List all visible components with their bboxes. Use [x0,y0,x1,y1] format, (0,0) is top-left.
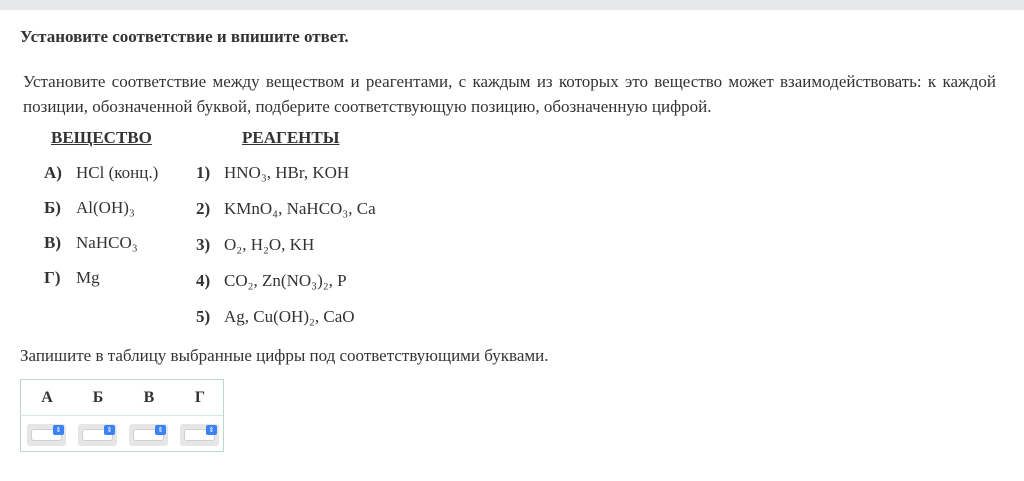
task-title: Установите соответствие и впишите ответ. [20,27,349,46]
reagent-item-3 [196,235,314,255]
top-bar [0,0,1024,10]
substance-label: Б) [44,198,61,217]
reagents-column-header: РЕАГЕНТЫ [242,128,340,147]
reagent-text: Ag, Cu(OH)₂, CaO [224,307,355,326]
reagent-text: O₂, H₂O, KH [224,235,315,254]
answer-select-g[interactable] [180,424,219,446]
substance-text: NaHCO₃ [76,233,138,252]
answer-select-a[interactable] [27,424,66,446]
select-arrows-icon: ⇕ [104,425,115,435]
reagent-text: HNO₃, HBr, KOH [224,163,350,182]
reagent-item-1 [196,163,349,183]
answer-select-v[interactable] [129,424,168,446]
reagent-label: 3) [196,235,211,254]
reagent-text: KMnO₄, NaHCO₃, Ca [224,199,376,218]
select-arrows-icon: ⇕ [206,425,217,435]
answer-header-b: Б [92,389,104,406]
substance-item-g [44,268,100,288]
substance-text: Al(OH)₃ [76,198,135,217]
answer-header-a: А [41,389,53,406]
substance-text: Mg [76,268,100,287]
answer-header-g: Г [194,389,206,406]
reagent-label: 5) [196,307,211,326]
table-divider [21,415,223,416]
substance-item-a [44,163,158,183]
question-text: Установите соответствие между веществом и реагентами, с каждым из которых это вещество может взаимодействовать: к каждой позиции, обозначенной буквой, подберите соответствующую позицию, обозначенную цифрой. [23,72,996,116]
reagent-item-5 [196,307,355,327]
substance-text: HCl (конц.) [76,163,159,182]
instruction-text: Запишите в таблицу выбранные цифры под соответствующими буквами. [20,346,549,365]
answer-table [20,379,224,452]
reagent-text: CO₂, Zn(NO₃)₂, P [224,271,347,290]
substance-column-header: ВЕЩЕСТВО [51,128,152,147]
reagent-item-2 [196,199,376,219]
substance-item-v [44,233,138,253]
reagent-label: 2) [196,199,211,218]
substance-label: А) [44,163,62,182]
substance-item-b [44,198,135,218]
reagent-label: 1) [196,163,211,182]
reagent-item-4 [196,271,347,291]
substance-label: В) [44,233,61,252]
answer-select-b[interactable] [78,424,117,446]
select-arrows-icon: ⇕ [155,425,166,435]
substance-label: Г) [44,268,61,287]
answer-header-v: В [143,389,155,406]
select-arrows-icon: ⇕ [53,425,64,435]
reagent-label: 4) [196,271,211,290]
